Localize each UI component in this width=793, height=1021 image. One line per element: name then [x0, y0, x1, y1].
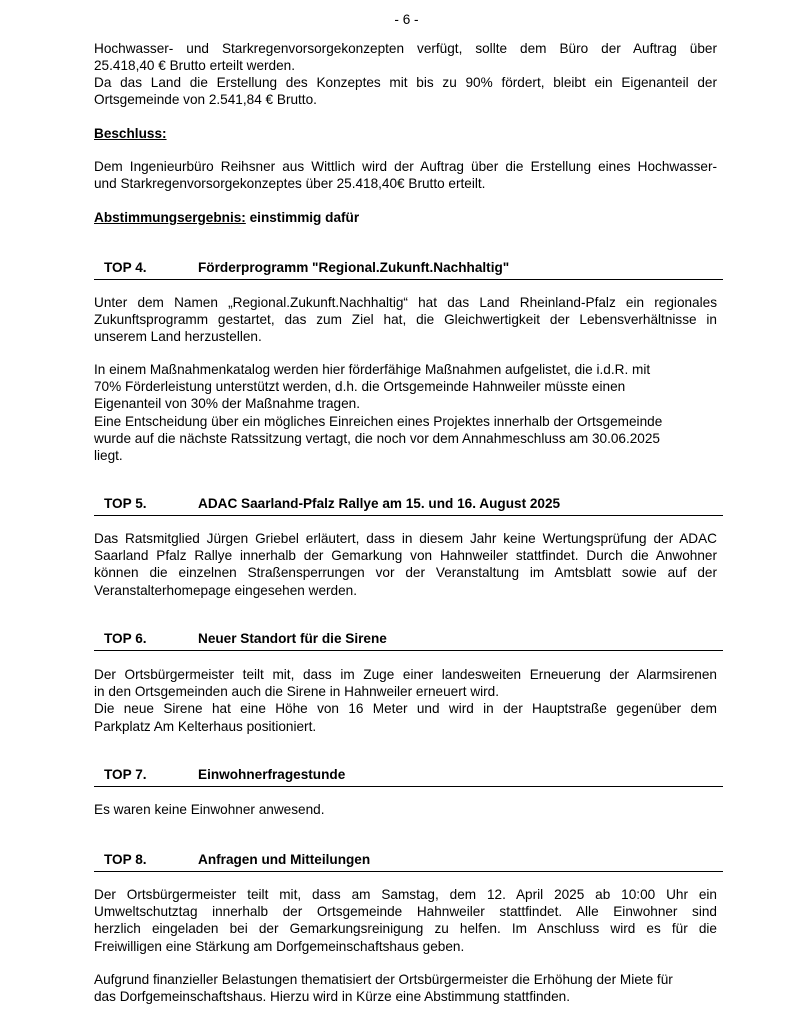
top-4-paragraph-1: [94, 294, 717, 346]
vote-value: einstimmig dafür: [245, 210, 360, 225]
top-8-paragraph-1: [94, 886, 717, 955]
page-number: - 6 -: [394, 12, 419, 27]
text-line: Es waren keine Einwohner anwesend.: [94, 802, 325, 817]
top-title: Förderprogramm "Regional.Zukunft.Nachhaltig": [198, 260, 510, 275]
beschluss-heading: Beschluss:: [94, 126, 167, 141]
text-line: Veranstalterhomepage eingesehen werden.: [94, 582, 358, 598]
text-line: Der Ortsbürgermeister teilt mit, dass am Samstag, dem 12. April 2025 ab 10:00 Uhr ein: [94, 887, 717, 902]
intro-paragraph-1: [94, 40, 717, 74]
text-line: und Starkregenvorsorgekonzeptes über 25.418,40€ Brutto erteilt.: [94, 176, 486, 192]
text-line: 25.418,40 € Brutto erteilt werden.: [94, 58, 296, 74]
text-line: können die einzelnen Straßensperrungen vor der Veranstaltung im Amtsblatt sowie auf der: [94, 565, 717, 581]
top-number: TOP 4.: [104, 260, 147, 275]
vote-result: [94, 209, 717, 226]
top-title: Einwohnerfragestunde: [198, 767, 346, 782]
top-5-heading: [94, 496, 723, 516]
top-4-heading: [94, 260, 723, 280]
beschluss-label: [94, 125, 717, 142]
text-line: Saarland Pfalz Rallye innerhalb der Gemarkung von Hahnweiler stattfindet. Durch die Anwohner: [94, 548, 717, 564]
top-6-paragraph-1: [94, 666, 717, 735]
beschluss-text: [94, 158, 717, 192]
text-line: in den Ortsgemeinden auch die Sirene in Hahnweiler erneuert wird.: [94, 684, 500, 700]
text-line: Unter dem Namen „Regional.Zukunft.Nachhaltig“ hat das Land Rheinland-Pfalz ein regionales: [94, 295, 717, 310]
text-line: Dem Ingenieurbüro Reihsner aus Wittlich wird der Auftrag über die Erstellung eines Hochwasser-: [94, 159, 717, 174]
text-line: Die neue Sirene hat eine Höhe von 16 Meter und wird in der Hauptstraße gegenüber dem: [94, 701, 717, 717]
text-line: Das Ratsmitglied Jürgen Griebel erläutert, dass in diesem Jahr keine Wertungsprüfung der ADAC: [94, 531, 717, 546]
top-4-paragraph-2: [94, 361, 717, 464]
top-8-paragraph-2: [94, 971, 717, 1005]
text-line: Parkplatz Am Kelterhaus positioniert.: [94, 718, 317, 734]
top-number: TOP 8.: [104, 852, 147, 867]
text-line: Eigenanteil von 30% der Maßnahme tragen.: [94, 396, 360, 412]
text-line: Hochwasser- und Starkregenvorsorgekonzepten verfügt, sollte dem Büro der Auftrag über: [94, 41, 717, 56]
top-8-heading: [94, 852, 723, 872]
vote-label: Abstimmungsergebnis:: [94, 210, 246, 225]
top-7-heading: [94, 767, 723, 787]
text-line: wurde auf die nächste Ratssitzung vertagt, die noch vor dem Annahmeschluss am 30.06.2025: [94, 430, 660, 446]
top-6-heading: [94, 631, 723, 651]
text-line: Umweltschutztag innerhalb der Ortsgemeinde Hahnweiler stattfindet. Alle Einwohner sind: [94, 904, 717, 920]
text-line: Aufgrund finanzieller Belastungen thematisiert der Ortsbürgermeister die Erhöhung der Miete für: [94, 972, 673, 987]
text-line: liegt.: [94, 448, 123, 464]
top-number: TOP 5.: [104, 496, 147, 511]
text-line: Eine Entscheidung über ein mögliches Einreichen eines Projektes innerhalb der Ortsgemeinde: [94, 413, 663, 429]
text-line: das Dorfgemeinschaftshaus. Hierzu wird in Kürze eine Abstimmung stattfinden.: [94, 989, 571, 1005]
top-title: ADAC Saarland-Pfalz Rallye am 15. und 16. August 2025: [198, 496, 561, 511]
intro-paragraph-2: [94, 74, 717, 108]
text-line: Freiwilligen eine Stärkung am Dorfgemeinschaftshaus geben.: [94, 938, 465, 954]
top-5-paragraph-1: [94, 530, 717, 599]
text-line: In einem Maßnahmenkatalog werden hier förderfähige Maßnahmen aufgelistet, die i.d.R. mit: [94, 362, 651, 377]
top-title: Anfragen und Mitteilungen: [198, 852, 371, 867]
top-number: TOP 6.: [104, 631, 147, 646]
text-line: Ortsgemeinde von 2.541,84 € Brutto.: [94, 92, 317, 108]
top-title: Neuer Standort für die Sirene: [198, 631, 387, 646]
text-line: herzlich eingeladen bei der Gemarkungsreinigung zu helfen. Im Anschluss wird es für die: [94, 921, 717, 937]
text-line: unserem Land herzustellen.: [94, 329, 262, 345]
text-line: 70% Förderleistung unterstützt werden, d.h. die Ortsgemeinde Hahnweiler müsste einen: [94, 379, 626, 395]
top-7-paragraph-1: [94, 801, 717, 818]
text-line: Da das Land die Erstellung des Konzeptes mit bis zu 90% fördert, bleibt ein Eigenanteil der: [94, 75, 717, 90]
top-number: TOP 7.: [104, 767, 147, 782]
text-line: Zukunftsprogramm gestartet, das zum Ziel hat, die Gleichwertigkeit der Lebensverhältnisse in: [94, 312, 717, 328]
text-line: Der Ortsbürgermeister teilt mit, dass im Zuge einer landesweiten Erneuerung der Alarmsirenen: [94, 667, 717, 682]
